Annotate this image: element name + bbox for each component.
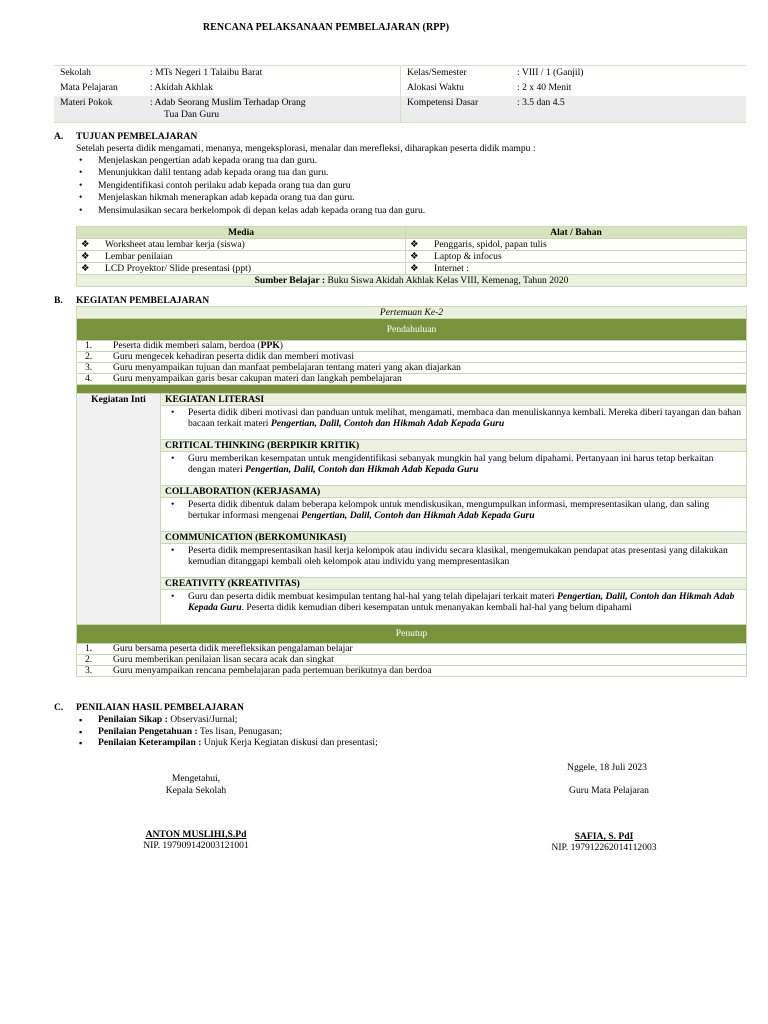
diamond-bullet-icon: ❖ (410, 239, 419, 250)
diamond-bullet-icon: ❖ (81, 263, 90, 274)
penutup-step: 1. Guru bersama peserta didik merefleksikan pengalaman belajar (77, 644, 747, 655)
mengetahui-label: Mengetahui, (171, 773, 221, 784)
list-item: ▪ Penilaian Sikap : Observasi/Jurnal; (76, 714, 378, 726)
penutup-header: Penutup (77, 625, 747, 644)
list-item: • Mengidentifikasi contoh perilaku adab kepada orang tua dan guru (76, 180, 425, 192)
kepala-name: ANTON MUSLIHI,S.Pd (145, 829, 247, 840)
kegiatan-inti-label: Kegiatan Inti (77, 394, 161, 625)
info-table (54, 65, 746, 123)
kegiatan-table (76, 306, 747, 677)
penutup-step: 3. Guru menyampaikan rencana pembelajaran pada pertemuan berikutnya dan berdoa (77, 666, 747, 677)
divider (77, 385, 747, 394)
alat-item: ❖ Laptop & infocus (406, 251, 747, 263)
alat-header: Alat / Bahan (406, 227, 747, 239)
media-table (76, 226, 747, 287)
comm-body: • Peserta didik mempresentasikan hasil kerja kelompok atau individu secara klasikal, mengemukakan pendapat atas presentasi yang dilakukan kemudian ditanggapi kembali oleh kelompok atau individu yang mempresentasikan (161, 544, 747, 578)
pendahuluan-step: 2. Guru mengecek kehadiran peserta didik dan memberi motivasi (77, 352, 747, 363)
diamond-bullet-icon: ❖ (81, 239, 90, 250)
penilaian-list (76, 714, 378, 749)
creat-heading: CREATIVITY (KREATIVITAS) (161, 578, 747, 590)
media-header: Media (77, 227, 406, 239)
critical-body: • Guru memberikan kesempatan untuk mengidentifikasi sebanyak mungkin hal yang belum dipahami. Pertanyaan ini harus tetap berkaitan dengan materi Pengertian, Dalil, Contoh dan Hikmah Adab Kepada Guru (161, 452, 747, 486)
kd-label: Kompetensi Dasar (401, 96, 512, 123)
media-item: ❖ LCD Proyektor/ Slide presentasi (ppt) (77, 263, 406, 275)
alat-item: ❖ Penggaris, spidol, papan tulis (406, 239, 747, 251)
list-item: ▪ Penilaian Pengetahuan : Tes lisan, Penugasan; (76, 726, 378, 738)
comm-heading: COMMUNICATION (BERKOMUNIKASI) (161, 532, 747, 544)
materi-label: Materi Pokok (54, 96, 144, 123)
tujuan-list (76, 155, 425, 217)
diamond-bullet-icon: ❖ (81, 251, 90, 262)
kepala-label: Kepala Sekolah (165, 785, 227, 796)
media-item: ❖ Worksheet atau lembar kerja (siswa) (77, 239, 406, 251)
collab-body: • Peserta didik dibentuk dalam beberapa kelompok untuk mendiskusikan, mengumpulkan informasi, mempresentasikan ulang, dan saling bertukar informasi mengenai Pengertian, Dalil, Contoh dan Hikmah Adab Kepada Guru (161, 498, 747, 532)
collab-heading: COLLABORATION (KERJASAMA) (161, 486, 747, 498)
mapel-label: Mata Pelajaran (60, 82, 118, 93)
literasi-body: • Peserta didik diberi motivasi dan panduan untuk melihat, mengamati, membaca dan menuliskannya kembali. Mereka diberi tayangan dan bahan bacaan terkait materi Pengertian, Dalil, Contoh dan Hikmah Adab Kepada Guru (161, 406, 747, 440)
section-b-heading: B. KEGIATAN PEMBELAJARAN (54, 295, 210, 306)
kepala-nip: NIP. 197909142003121001 (143, 840, 249, 851)
list-item: ▪ Penilaian Keterampilan : Unjuk Kerja Kegiatan diskusi dan presentasi; (76, 737, 378, 749)
sekolah-label: Sekolah (54, 66, 144, 82)
guru-nip: NIP. 197912262014112003 (551, 842, 657, 853)
pendahuluan-step: 1. Peserta didik memberi salam, berdoa (PPK) (77, 341, 747, 352)
guru-label: Guru Mata Pelajaran (569, 785, 649, 796)
alokasi-value: : 2 x 40 Menit (517, 82, 572, 93)
literasi-heading: KEGIATAN LITERASI (161, 394, 747, 406)
list-item: • Menjelaskan pengertian adab kepada orang tua dan guru. (76, 155, 425, 167)
kd-value: : 3.5 dan 4.5 (511, 96, 746, 123)
diamond-bullet-icon: ❖ (410, 251, 419, 262)
mapel-value: : Akidah Akhlak (144, 81, 401, 96)
penutup-step: 2. Guru memberikan penilaian lisan secara acak dan singkat (77, 655, 747, 666)
kelas-value: : VIII / 1 (Ganjil) (511, 66, 746, 82)
alokasi-label: Alokasi Waktu (407, 82, 464, 93)
document-title: RENCANA PELAKSANAAN PEMBELAJARAN (RPP) (202, 22, 450, 33)
media-item: ❖ Lembar penilaian (77, 251, 406, 263)
kelas-label: Kelas/Semester (401, 66, 512, 82)
list-item: • Mensimulasikan secara berkelompok di depan kelas adab kepada orang tua dan guru. (76, 205, 425, 217)
tujuan-intro: Setelah peserta didik mengamati, menanya, mengeksplorasi, menalar dan merefleksi, diharapkan peserta didik mampu : (76, 143, 536, 154)
pendahuluan-step: 4. Guru menyampaikan garis besar cakupan materi dan langkah pembelajaran (77, 374, 747, 385)
materi-value (144, 96, 401, 123)
alat-item: ❖ Internet : (406, 263, 747, 275)
guru-name: SAFIA, S. PdI (574, 831, 634, 842)
sumber-belajar: Sumber Belajar : Buku Siswa Akidah Akhlak Kelas VIII, Kemenag, Tahun 2020 (77, 275, 747, 287)
sekolah-value: : MTs Negeri 1 Talaibu Barat (144, 66, 401, 82)
section-c-heading: C. PENILAIAN HASIL PEMBELAJARAN (54, 702, 244, 713)
pendahuluan-step: 3. Guru menyampaikan tujuan dan manfaat pembelajaran tentang materi yang akan diajarkan (77, 363, 747, 374)
pertemuan-label: Pertemuan Ke-2 (77, 307, 747, 319)
pendahuluan-header: Pendahuluan (77, 319, 747, 341)
creat-body: • Guru dan peserta didik membuat kesimpulan tentang hal-hal yang telah dipelajari terkait materi Pengertian, Dalil, Contoh dan Hikmah Adab Kepada Guru. Peserta didik kemudian diberi kesempatan untuk menanyakan kembali hal-hal yang belum dipahami (161, 590, 747, 625)
diamond-bullet-icon: ❖ (410, 263, 419, 274)
list-item: • Menunjukkan dalil tentang adab kepada orang tua dan guru. (76, 167, 425, 179)
critical-heading: CRITICAL THINKING (BERPIKIR KRITIK) (161, 440, 747, 452)
place-date: Nggele, 18 Juli 2023 (567, 762, 647, 773)
list-item: • Menjelaskan hikmah menerapkan adab kepada orang tua dan guru. (76, 192, 425, 204)
materi-value-line2: Tua Dan Guru (164, 109, 220, 120)
materi-value-line1: : Adab Seorang Muslim Terhadap Orang (150, 97, 306, 108)
section-a-heading: A. TUJUAN PEMBELAJARAN (54, 131, 198, 142)
